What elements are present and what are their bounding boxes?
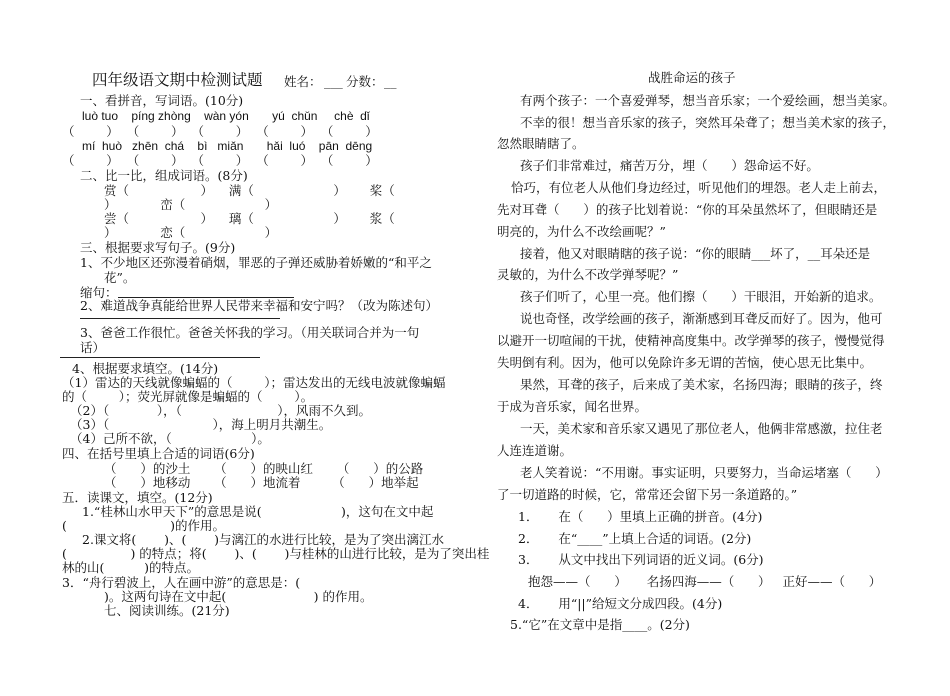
pinyin-row: luò tuo píng zhòng wàn yón yú chǔn chè dǐ [82, 109, 370, 123]
answer-line[interactable] [60, 357, 260, 358]
question-text: 3、爸爸工作很忙。爸爸关怀我的学习。（用关联词合并为一句 [80, 325, 420, 340]
question-text[interactable]: )。这两句诗在文中起( ) 的作用。 [104, 589, 373, 604]
paragraph-line: 以避开一切喧闹的干扰，使精神高度集中。改学弹琴的孩子，慢慢觉得 [497, 333, 885, 348]
answer-blank-row[interactable]: （ ） （ ） （ ） （ ） （ ） [62, 124, 378, 139]
answer-blank-row[interactable]: （ ） （ ） （ ） （ ） （ ） [62, 153, 378, 168]
question-text[interactable]: （4）己所不欲，（ ）。 [70, 431, 270, 446]
answer-line[interactable] [80, 318, 280, 319]
word-row[interactable]: 赏（ ） 满（ ） 桨（ [104, 183, 395, 198]
question-text[interactable]: （2）（ ），（ ），风雨不久到。 [70, 403, 371, 418]
question-text: 2、难道战争真能给世界人民带来幸福和安宁吗？（改为陈述句） [80, 298, 438, 313]
section-heading: 三、根据要求写句子。(9分) [80, 240, 236, 255]
question-text[interactable]: 的（ ）；荧光屏就像是蝙蝠的（ ）。 [62, 389, 314, 404]
section-heading: 一、看拼音，写词语。(10分) [80, 93, 244, 108]
paragraph-line: 说也奇怪，改学绘画的孩子，渐渐感到耳聋反而好了。因为，他可 [520, 311, 883, 326]
question-text[interactable]: 3．“舟行碧波上，人在画中游”的意思是：( [62, 575, 301, 590]
section-heading: 七、阅读训练。(21分) [104, 603, 230, 618]
section-heading: 二、比一比，组成词语。(8分) [80, 168, 248, 183]
word-row[interactable]: ） 恋（ ） [104, 225, 278, 240]
paragraph-line: 孩子们听了，心里一亮。他们擦（ ）干眼泪，开始新的追求。 [520, 289, 882, 304]
paragraph-line: 孩子们非常难过，痛苦万分，埋（ ）怨命运不好。 [520, 158, 819, 173]
paragraph-line: 一天，美术家和音乐家又遇见了那位老人，他俩非常感激，拉住老 [520, 421, 883, 436]
section-heading: 五．读课文，填空。(12分) [62, 490, 213, 505]
paragraph-line: 先对耳聋（ ）的孩子比划着说：“你的耳朵虽然坏了，但眼睛还是 [497, 202, 878, 217]
name-blank[interactable]: ___ [324, 74, 343, 89]
synonym-items[interactable]: 抱怨——（ ） 名扬四海——（ ） 正好——（ ） [528, 574, 882, 589]
question-text[interactable]: 2.课文将( )、( )与漓江的水进行比较，是为了突出漓江水 [82, 532, 445, 547]
paragraph-line: 人连连道谢。 [497, 443, 573, 458]
question-text: 1、不少地区还弥漫着硝烟，罪恶的子弹还威胁着娇嫩的“和平之 [80, 255, 432, 270]
question-text: 花”。 [104, 270, 136, 285]
score-blank[interactable]: __ [384, 74, 397, 89]
passage-title: 战胜命运的孩子 [648, 70, 736, 85]
section-heading: 4、根据要求填空。(14分) [72, 361, 219, 376]
paragraph-line: 灵敏的，为什么不改学弹琴呢？” [497, 267, 679, 282]
question-text[interactable]: 1.“桂林山水甲天下”的意思是说( )，这句在文中起 [82, 504, 434, 519]
paragraph-line: 于成为音乐家，闻名世界。 [497, 399, 648, 414]
question-text: 话） [80, 340, 106, 355]
question-text[interactable]: 2． 在“____”上填上合适的词语。(2分) [518, 531, 752, 546]
paragraph-line: 明亮的，为什么不改绘画呢？” [497, 224, 666, 239]
paragraph-line: 果然，耳聋的孩子，后来成了美术家，名扬四海；眼睛的孩子，终 [520, 377, 883, 392]
question-text: 1． 在（ ）里填上正确的拼音。(4分) [518, 509, 763, 524]
word-row[interactable]: （ ）地移动 （ ）地流着 （ ）地举起 [104, 475, 419, 490]
paragraph-line: 接着，他又对眼睛瞎的孩子说：“你的眼睛___坏了，__耳朵还是 [520, 246, 871, 261]
question-text[interactable]: （3）（ ），海上明月共潮生。 [70, 417, 332, 432]
question-text[interactable]: ( ) 的特点；将( )、( )与桂林的山进行比较，是为了突出桂 [62, 546, 490, 561]
question-text[interactable]: （1）雷达的天线就像蝙蝠的（ ）；雷达发出的无线电波就像蝙蝠 [62, 375, 446, 390]
paragraph-line: 忽然眼睛瞎了。 [497, 136, 585, 151]
paragraph-line: 了一切道路的时候，它，常常还会留下另一条道路的。” [497, 487, 798, 502]
question-text: 4． 用“||”给短文分成四段。(4分) [518, 596, 723, 611]
question-text: 缩句： [80, 285, 118, 300]
word-row[interactable]: （ ）的沙土 （ ）的映山红 （ ）的公路 [104, 461, 424, 476]
paragraph-line: 有两个孩子：一个喜爱弹琴，想当音乐家；一个爱绘画，想当美家。 [520, 93, 896, 108]
exam-title: 四年级语文期中检测试题 [92, 71, 263, 89]
word-row[interactable]: ） 峦（ ） [104, 197, 278, 212]
score-label: 分数： [346, 74, 384, 89]
section-heading: 四、在括号里填上合适的词语(6分) [62, 446, 255, 461]
question-text[interactable]: 5.“它”在文章中是指____。(2分) [510, 617, 690, 632]
name-label: 姓名： [284, 74, 322, 89]
word-row[interactable]: 尝（ ） 璃（ ） 浆（ [104, 211, 395, 226]
paragraph-line: 老人笑着说：“不用谢。事实证明，只要努力，当命运堵塞（ ） [520, 465, 888, 480]
paragraph-line: 失明倒有利。因为，他可以免除许多无谓的苦恼，使心思无比集中。 [497, 355, 873, 370]
question-text[interactable]: 林的山( )的特点。 [62, 560, 199, 575]
paragraph-line: 不幸的很！想当音乐家的孩子，突然耳朵聋了；想当美术家的孩子， [520, 115, 896, 130]
paragraph-line: 恰巧，有位老人从他们身边经过，听见他们的埋怨。老人走上前去， [511, 180, 887, 195]
question-text[interactable]: ( )的作用。 [62, 518, 226, 533]
pinyin-row: mí huò zhēn chá bì miǎn hǎi luó pān dēng [82, 139, 373, 153]
question-text: 3． 从文中找出下列词语的近义词。(6分) [518, 552, 764, 567]
